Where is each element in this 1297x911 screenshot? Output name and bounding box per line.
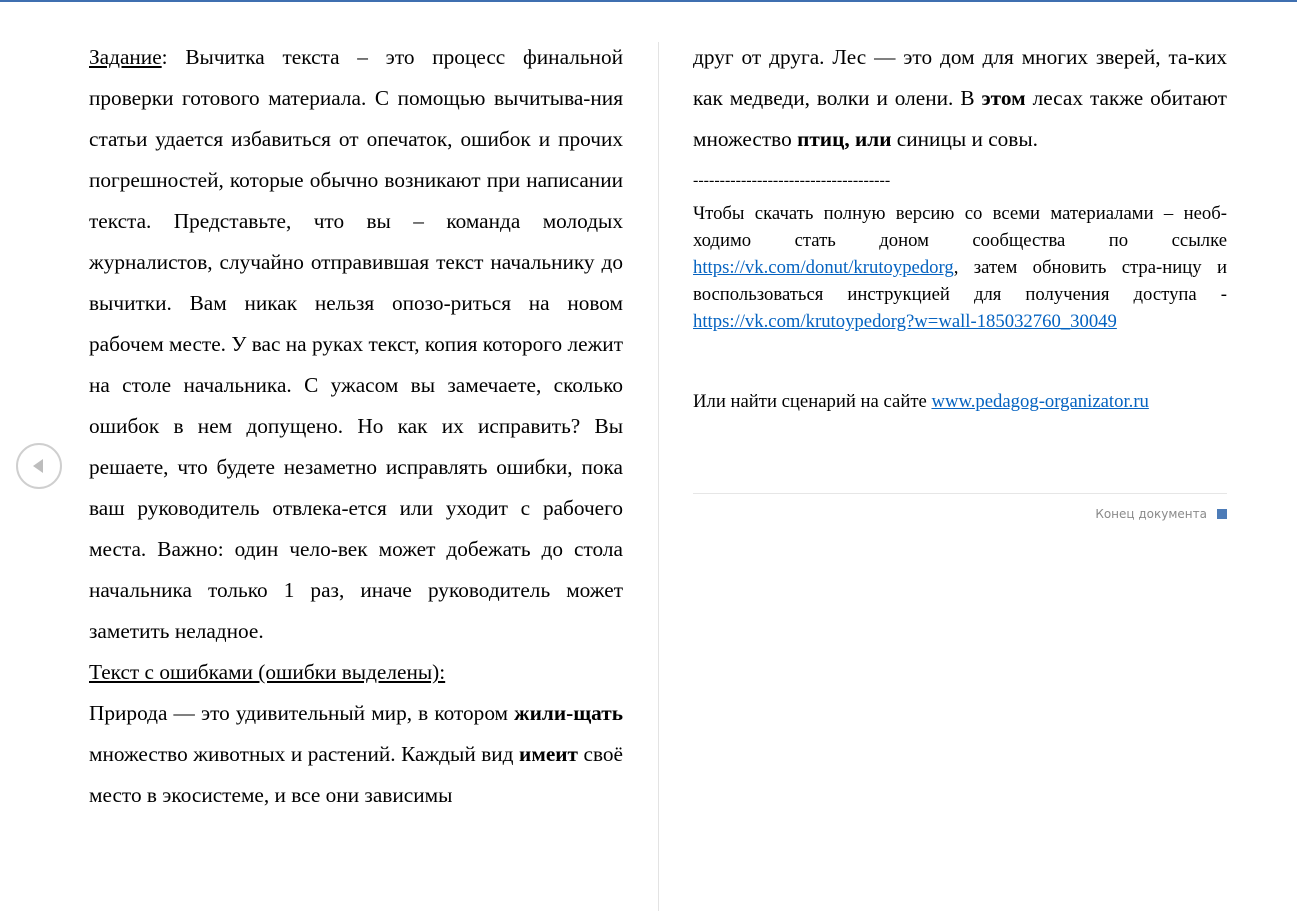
previous-page-button[interactable] [16,443,62,489]
left-page-column [89,37,623,816]
error-text-part: синицы и совы. [891,127,1038,151]
top-accent-strip [0,0,1297,2]
square-icon [1217,509,1227,519]
highlighted-error: птиц, или [797,127,892,151]
task-paragraph [89,37,623,652]
highlighted-error: этом [981,86,1026,110]
end-of-document-rule [693,493,1227,494]
chevron-left-icon [29,456,49,476]
alt-source-paragraph [693,388,1227,415]
task-text: : Вычитка текста – это процесс финальной проверки готового материала. С помощью вычитыва-ния статьи удается избавиться от опечаток, ошибок и прочих погрешностей, которые обычно возникают при написании текста. Представьте, что вы – команда молодых журналистов, случайно отправившая текст начальнику до вычитки. Вам никак нельзя опозо-риться на новом рабочем месте. У вас на руках текст, копия которого лежит на столе начальника. С ужасом вы замечаете, сколько ошибок в нем допущено. Но как их исправить? Вы решаете, что будете незаметно исправлять ошибки, пока ваш руководитель отвлека-ется или уходит с рабочего места. Важно: один чело-век может добежать до стола начальника только 1 раз, иначе руководитель может заметить неладное. [89,45,623,643]
dashed-separator: ------------------------------------- [693,172,891,189]
end-of-document-marker [1095,507,1227,521]
alt-source-text: Или найти сценарий на сайте [693,391,932,412]
error-text-paragraph [89,693,623,816]
page-divider [658,42,659,911]
error-text-part: множество животных и растений. Каждый вид [89,742,520,766]
highlighted-error: имеит [519,742,579,766]
website-link[interactable]: www.pedagog-organizator.ru [931,391,1149,412]
error-text-part: лесах также обитают множество [693,86,1227,151]
highlighted-error: жили-щать [514,701,623,725]
error-text-part: своё место в экосистеме, и все они зависимы [89,742,623,807]
error-text-part: Природа — это удивительный мир, в котором [89,701,515,725]
errors-heading: Текст с ошибками (ошибки выделены): [89,660,446,684]
task-label: Задание [89,45,162,69]
right-page-column [693,37,1227,415]
error-text-continuation [693,37,1227,160]
download-text: Чтобы скачать полную версию со всеми материалами – необ-ходимо стать доном сообщества по ссылке [693,203,1227,251]
errors-heading-paragraph [89,652,623,693]
donut-link[interactable]: https://vk.com/donut/krutoypedorg [693,257,954,278]
error-text-part: друг от друга. Лес — это дом для многих зверей, та-ких как медведи, волки и олени. В [693,45,1227,110]
download-text: , затем обновить стра-ницу и воспользоваться инструкцией для получения доступа - [693,257,1227,305]
download-paragraph [693,200,1227,335]
end-of-document-label: Конец документа [1095,507,1207,521]
wall-post-link[interactable]: https://vk.com/krutoypedorg?w=wall-185032760_30049 [693,311,1117,332]
